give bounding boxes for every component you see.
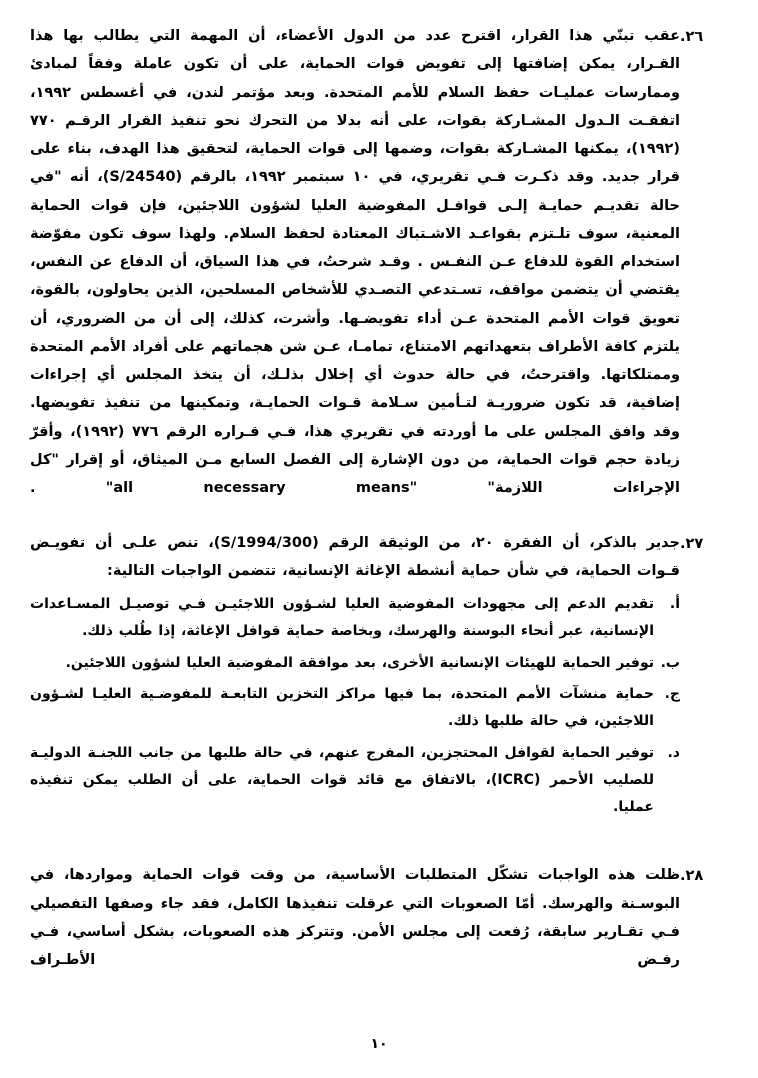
paragraph-body xyxy=(30,529,680,826)
list-item-text: تقديم الدعم إلى مجهودات المفوضية العليا لشـؤون اللاجئيـن فـي توصيـل المسـاعدات الإنسانية، عبر أنحاء البوسنة والهرسك، وبخاصة حماية قوافل الإغاثة، إذا طُلب ذلك. xyxy=(30,596,654,640)
paragraph-number: ٢٧. xyxy=(680,535,704,552)
list-item-marker: ج. xyxy=(664,685,680,702)
list-item xyxy=(30,681,680,736)
paragraph-number: ٢٦. xyxy=(680,29,704,45)
list-item-marker: ب. xyxy=(660,654,680,671)
paragraph-text: عقب تبنّي هذا القرار، اقترح عدد من الدول الأعضاء، أن المهمة التي يطالب بها هذا القـرار، يمكن إضافتها إلى تفويض قوات الحماية، على أن تكون عاملة وفقاً لمبادئ وممارسات عمليـات حفظ السلام للأمم المتحدة. وبعد مؤتمر لندن، في أغسطس ١٩٩٢، اتفقـت الـدول المشـاركة بقوات، على أنه بدلا من التحرك نحو تنفيذ القرار الرقـم ٧٧٠ (١٩٩٢)، يمكنها المشـاركة بقوات، وضمها إلى قوات الحماية، لتحقيق هذا الهدف، بناء على قرار جديد. وقد ذكـرت فـي تقريري، في ١٠ سبتمبر ١٩٩٢، بالرقم (S/24540)، أنه "في حالة تقديـم حمايـة إلـى قوافـل المفوضية العليا لشؤون اللاجئين، فإن قوات الحماية المعنية، سوف تلـتزم بقواعـد الاشـتباك المعتادة لحفظ السلام. ولهذا سوف تكون مفوّضة استخدام القوة للدفاع عـن النفـس . وقـد شرحتُ، في هذا السياق، أن الدفاع عن النفس، يقتضي أن يتضمن مواقف، تسـتدعي التصـدي للأشخاص المسلحين، الذين يحاولون، بالقوة، تعويق قوات الأمم المتحدة عـن أداء تفويضـها. وأشرت، كذلك، إلى أن من الضروري، أن يلتزم كافة الأطراف بتعهداتهم الامتناع، تمامـا، عـن شن هجماتهم على أفراد الأمم المتحدة وممتلكاتها. واقترحتُ، في حالة حدوث أي إخلال بذلـك، أن يتخذ المجلس أي إجراءات إضافية، قد تكون ضروريـة لتـأمين سـلامة قـوات الحمايـة، وتمكينها من تنفيذ تفويضها. وقد وافق المجلس على ما أوردته في تقريري هذا، فـي قـراره الرقم ٧٧٦ (١٩٩٢)، وأقرّ زيادة حجم قوات الحماية، من دون الإشارة إلى الفصل السابع مـن الميثاق، أو إقرار "كل الإجراءات اللازمة" "all necessary means" . xyxy=(30,28,681,497)
paragraph-27 xyxy=(30,529,724,826)
paragraph-28 xyxy=(30,861,724,974)
paragraph-26 xyxy=(30,22,724,503)
paragraph-number: ٢٨. xyxy=(680,868,704,885)
section-spacer xyxy=(30,851,724,861)
paragraph-text: جدير بالذكر، أن الفقرة ٢٠، من الوثيقة الرقم (S/1994/300)، تنص علـى أن تفويـض قـوات الحماية، في شأن حماية أنشطة الإغاثة الإنسانية، تتضمن الواجبات التالية: xyxy=(30,534,680,579)
paragraph-text: ظلت هذه الواجبات تشكّل المتطلبات الأساسية، من وقت قوات الحماية ومواردها، في البوسـنة والهرسك. أمّا الصعوبات التي عرقلت تنفيذها الكامل، فقد جاء وصفها التفصيلي فـي تقـارير سابقة، رُفعت إلى مجلس الأمن. وتتركز هذه الصعوبات، بشكل أساسي، فـي رفـض الأطـراف xyxy=(30,867,680,969)
page-number: ١٠ xyxy=(370,1036,388,1052)
list-item xyxy=(30,650,680,677)
list-item xyxy=(30,591,680,646)
list-item-marker: د. xyxy=(667,744,680,761)
list-item-text: حماية منشآت الأمم المتحدة، بما فيها مراكز التخزين التابعـة للمفوضـية العليـا لشـؤون اللاجئين، في حالة طلبها ذلك. xyxy=(30,685,654,730)
paragraph-27-sub-list xyxy=(30,591,680,821)
list-item-marker: أ. xyxy=(669,596,680,613)
list-item-text: توفير الحماية للهيئات الإنسانية الأخرى، بعد موافقة المفوضية العليا لشؤون اللاجئين. xyxy=(65,654,654,671)
list-item xyxy=(30,740,680,822)
list-item-text: توفير الحماية لقوافل المحتجزين، المفرج عنهم، في حالة طلبها من جانب اللجنـة الدوليـة للصليب الأحمر (ICRC)، بالاتفاق مع قائد قوات الحماية، على أن الطلب يمكن تنفيذه عمليا. xyxy=(30,744,654,816)
